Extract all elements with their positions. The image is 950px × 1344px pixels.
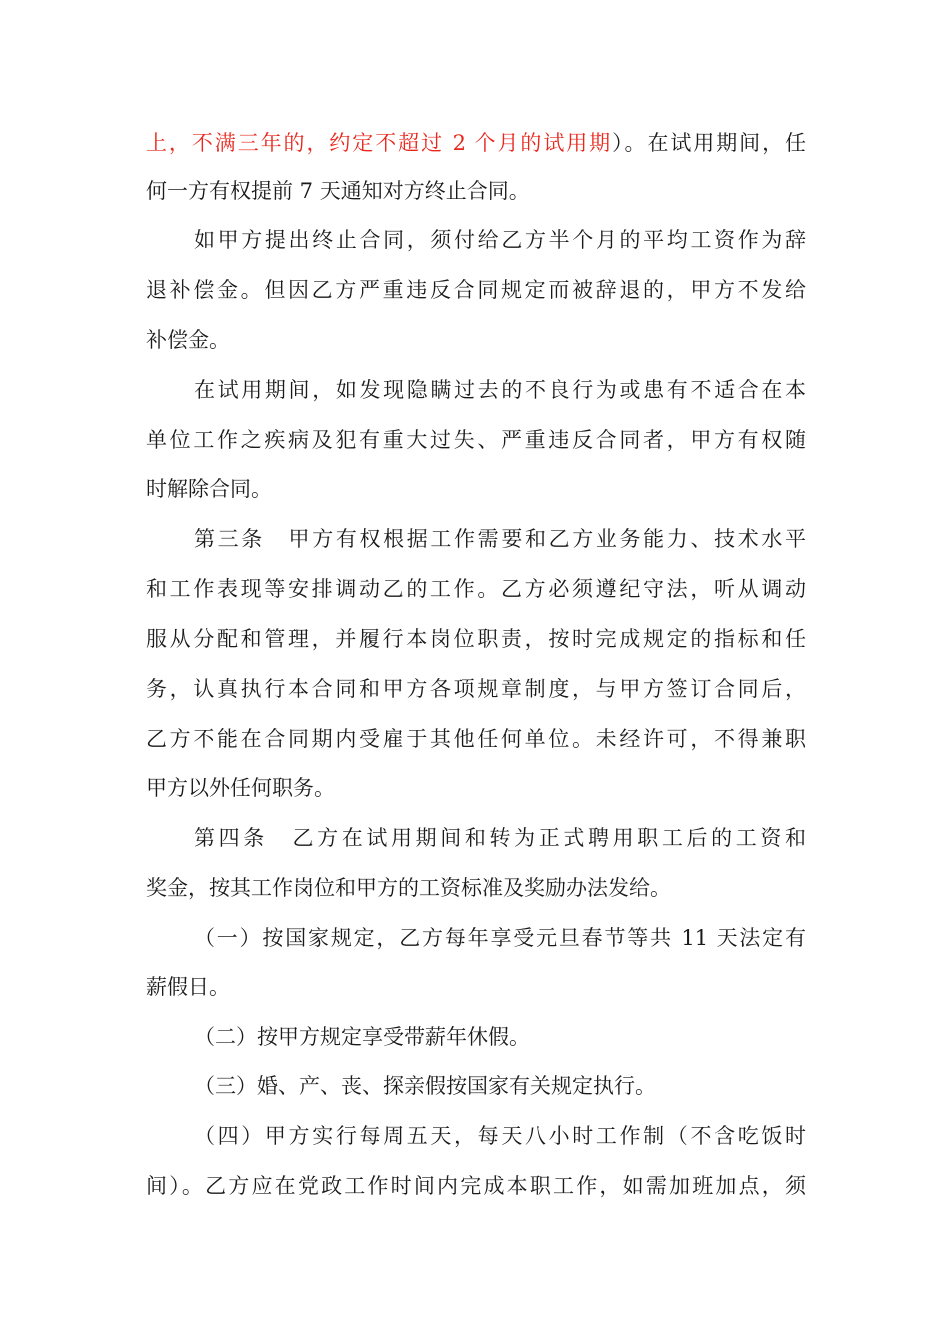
clause-4-line: （四）甲方实行每周五天，每天八小时工作制（不含吃饭时 (194, 1124, 806, 1148)
text-line-12: 务，认真执行本合同和甲方各项规章制度，与甲方签订合同后， (146, 677, 806, 701)
text-line-4: 退补偿金。但因乙方严重违反合同规定而被辞退的，甲方不发给 (146, 278, 806, 302)
text-line-6: 在试用期间，如发现隐瞒过去的不良行为或患有不适合在本 (194, 378, 806, 402)
text-line-3: 如甲方提出终止合同，须付给乙方半个月的平均工资作为辞 (194, 228, 806, 252)
highlighted-probation-text: 上，不满三年的，约定不超过 2 个月的试用期 (146, 131, 613, 155)
text-line-1-rest: ）。在试用期间，任 (612, 131, 806, 155)
text-line-16: 奖金，按其工作岗位和甲方的工资标准及奖励办法发给。 (146, 876, 671, 900)
clause-3-line: （三）婚、产、丧、探亲假按国家有关规定执行。 (194, 1074, 656, 1098)
text-line-7: 单位工作之疾病及犯有重大过失、严重违反合同者，甲方有权随 (146, 428, 806, 452)
article-3-heading-line: 第三条 甲方有权根据工作需要和乙方业务能力、技术水平 (194, 527, 806, 551)
clause-2-line: （二）按甲方规定享受带薪年休假。 (194, 1025, 530, 1049)
text-line-13: 乙方不能在合同期内受雇于其他任何单位。未经许可，不得兼职 (146, 727, 806, 751)
text-line-2: 何一方有权提前 7 天通知对方终止合同。 (146, 179, 530, 203)
clause-1-line: （一）按国家规定，乙方每年享受元旦春节等共 11 天法定有 (194, 926, 806, 950)
text-line-18: 薪假日。 (146, 975, 230, 999)
text-line-14: 甲方以外任何职务。 (146, 776, 335, 800)
text-line-10: 和工作表现等安排调动乙的工作。乙方必须遵纪守法，听从调动 (146, 577, 806, 601)
text-line-22: 间）。乙方应在党政工作时间内完成本职工作，如需加班加点，须 (146, 1174, 806, 1198)
article-4-heading-line: 第四条 乙方在试用期间和转为正式聘用职工后的工资和 (194, 826, 806, 850)
text-line-8: 时解除合同。 (146, 477, 272, 501)
text-line-11: 服从分配和管理，并履行本岗位职责，按时完成规定的指标和任 (146, 627, 806, 651)
text-line-5: 补偿金。 (146, 328, 230, 352)
text-line-1 (146, 123, 806, 163)
